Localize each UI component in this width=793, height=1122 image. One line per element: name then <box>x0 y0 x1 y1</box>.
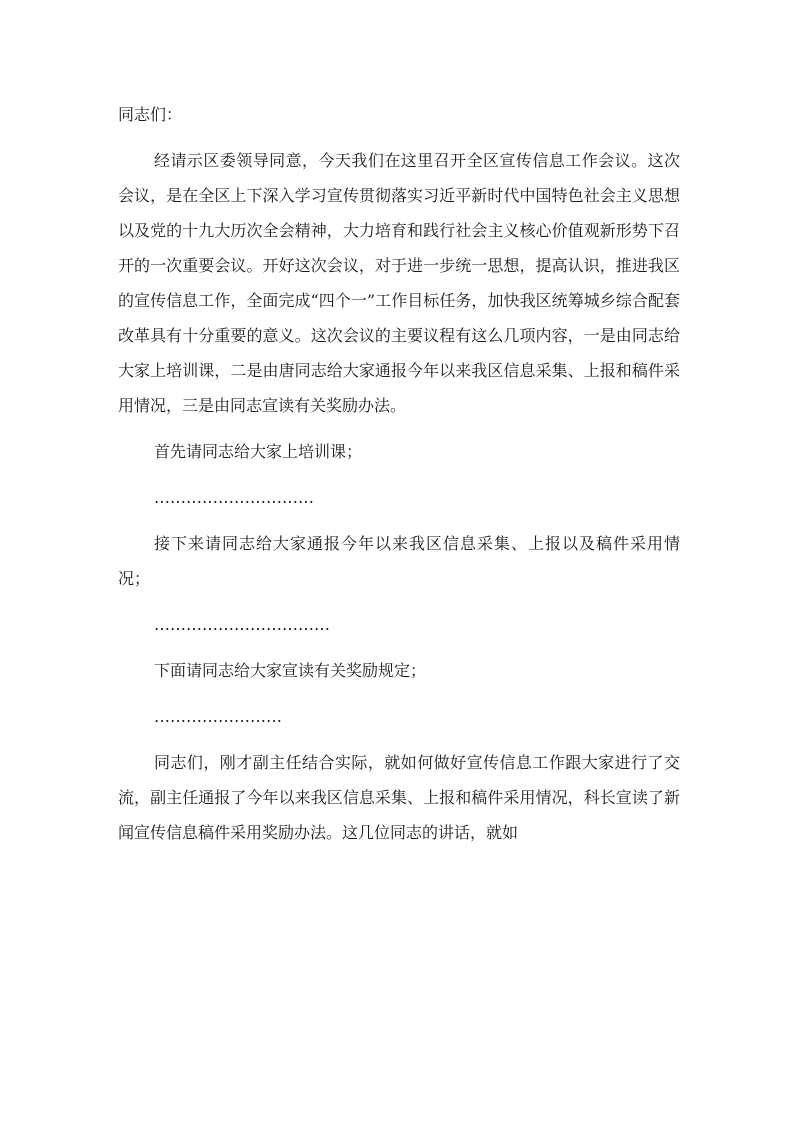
paragraph-opening: 经请示区委领导同意，今天我们在这里召开全区宣传信息工作会议。这次会议，是在全区上下深入学习宣传贯彻落实习近平新时代中国特色社会主义思想以及党的十九大历次全会精神，大力培育和践行社会主义核心价值观新形势下召开的一次重要会议。开好这次会议，对于进一步统一思想，提高认识，推进我区的宣传信息工作，全面完成“四个一”工作目标任务，加快我区统筹城乡综合配套改革具有十分重要的意义。这次会议的主要议程有这么几项内容，一是由同志给大家上培训课，二是由唐同志给大家通报今年以来我区信息采集、上报和稿件采用情况，三是由同志宣读有关奖励办法。 <box>118 151 680 415</box>
paragraph-training: 首先请同志给大家上培训课； <box>154 442 363 461</box>
paragraph-awards: 下面请同志给大家宣读有关奖励规定； <box>154 661 427 680</box>
ellipsis-line: ………………………… <box>154 488 314 507</box>
salutation: 同志们： <box>118 105 183 124</box>
paragraph-summary: 同志们，刚才副主任结合实际，就如何做好宣传信息工作跟大家进行了交流，副主任通报了今年以来我区信息采集、上报和稿件采用情况，科长宣读了新闻宣传信息稿件采用奖励办法。这几位同志的讲话，就如 <box>118 753 680 842</box>
document-body <box>118 97 680 861</box>
ellipsis-line: …………………… <box>154 707 282 726</box>
ellipsis-line: …………………………… <box>154 615 330 634</box>
paragraph-report: 接下来请同志给大家通报今年以来我区信息采集、上报以及稿件采用情况； <box>118 534 680 588</box>
